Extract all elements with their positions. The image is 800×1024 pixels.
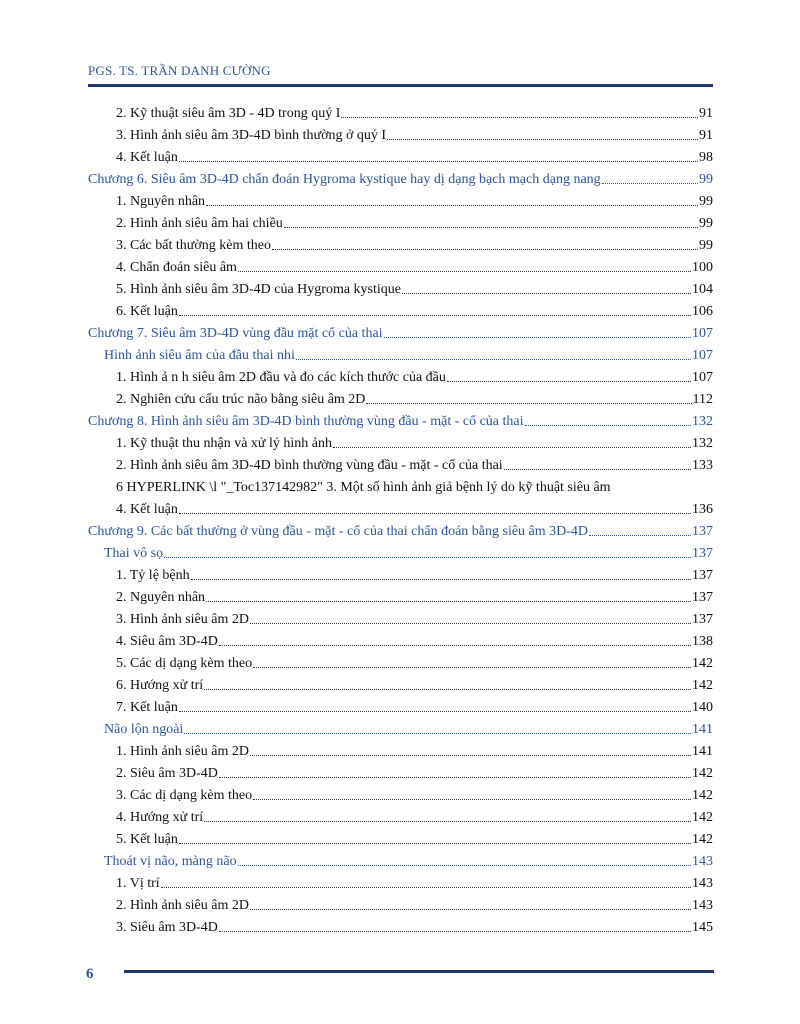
- toc-entry[interactable]: [88, 870, 713, 892]
- toc-entry[interactable]: [88, 650, 713, 672]
- dot-leader: [250, 615, 691, 624]
- footer-rule: [124, 970, 714, 973]
- dot-leader: [238, 857, 691, 866]
- toc-entry-page: 107: [692, 348, 713, 363]
- toc-entry-title: 3. Các dị dạng kèm theo: [116, 788, 253, 803]
- toc-entry-title: 1. Kỹ thuật thu nhận và xử lý hình ảnh: [116, 436, 333, 451]
- toc-chapter[interactable]: [88, 518, 713, 540]
- toc-entry[interactable]: [88, 122, 713, 144]
- toc-entry-page: 140: [692, 700, 713, 715]
- toc-entry[interactable]: [88, 694, 713, 716]
- dot-leader: [179, 505, 691, 514]
- dot-leader: [333, 439, 691, 448]
- dot-leader: [179, 307, 691, 316]
- toc-entry[interactable]: [88, 892, 713, 914]
- toc-entry-title: Não lộn ngoài: [104, 722, 184, 737]
- toc-entry-page: 132: [692, 436, 713, 451]
- toc-entry[interactable]: [88, 298, 713, 320]
- toc-entry-page: 142: [692, 810, 713, 825]
- dot-leader: [296, 351, 691, 360]
- toc-entry-title: Thai vô sọ: [104, 546, 164, 561]
- dot-leader: [504, 461, 691, 470]
- toc-entry[interactable]: [88, 188, 713, 210]
- dot-leader: [253, 791, 691, 800]
- toc-entry[interactable]: [88, 386, 713, 408]
- toc-entry[interactable]: [88, 210, 713, 232]
- dot-leader: [402, 285, 691, 294]
- dot-leader: [284, 219, 698, 228]
- toc-entry-title: 2. Kỹ thuật siêu âm 3D - 4D trong quý I: [116, 106, 341, 121]
- toc-entry-title: 6 HYPERLINK \l "_Toc137142982" 3. Một số hình ảnh giả bệnh lý do kỹ thuật siêu âm: [116, 480, 611, 495]
- toc-chapter[interactable]: [88, 408, 713, 430]
- toc-entry-title: Chương 9. Các bất thường ở vùng đầu - mặt - cổ của thai chẩn đoán bằng siêu âm 3D-4D: [88, 524, 589, 539]
- toc-entry-page: 142: [692, 678, 713, 693]
- toc-entry-title: 3. Hình ảnh siêu âm 2D: [116, 612, 249, 627]
- dot-leader: [204, 681, 691, 690]
- toc-entry-title: 2. Nguyên nhân: [116, 590, 206, 605]
- toc-entry-page: 91: [699, 128, 713, 143]
- dot-leader: [206, 593, 691, 602]
- header-rule: [88, 84, 713, 87]
- toc-section[interactable]: [88, 342, 713, 364]
- toc-entry-page: 137: [692, 590, 713, 605]
- toc-entry-page: 142: [692, 832, 713, 847]
- toc-entry[interactable]: [88, 430, 713, 452]
- toc-entry[interactable]: [88, 606, 713, 628]
- toc-entry-title: 4. Siêu âm 3D-4D: [116, 634, 218, 649]
- dot-leader: [179, 153, 698, 162]
- toc-entry[interactable]: [88, 804, 713, 826]
- toc-entry-title: 2. Hình ảnh siêu âm hai chiều: [116, 216, 283, 231]
- toc-chapter[interactable]: [88, 320, 713, 342]
- dot-leader: [191, 571, 691, 580]
- toc-entry-title: 4. Hướng xử trí: [116, 810, 204, 825]
- dot-leader: [387, 131, 698, 140]
- toc-entry-title: 6. Hướng xử trí: [116, 678, 204, 693]
- toc-entry[interactable]: [88, 276, 713, 298]
- toc-section[interactable]: [88, 716, 713, 738]
- dot-leader: [384, 329, 691, 338]
- toc-entry-title: Hình ảnh siêu âm của đầu thai nhi: [104, 348, 295, 363]
- toc-entry[interactable]: [88, 562, 713, 584]
- running-header: PGS. TS. TRẦN DANH CƯỜNG: [88, 63, 271, 78]
- toc-entry-title: 5. Kết luận: [116, 832, 178, 847]
- toc-entry-title: 1. Hình ả n h siêu âm 2D đầu và đo các kích thước của đầu: [116, 370, 446, 385]
- toc-entry-page: 143: [692, 854, 713, 869]
- dot-leader: [602, 175, 698, 184]
- toc-entry-title: 4. Chẩn đoán siêu âm: [116, 260, 237, 275]
- dot-leader: [219, 769, 691, 778]
- dot-leader: [525, 417, 691, 426]
- toc-entry[interactable]: [88, 254, 713, 276]
- toc-entry[interactable]: [88, 782, 713, 804]
- toc-entry-page: 137: [692, 546, 713, 561]
- dot-leader: [164, 549, 691, 558]
- toc-section[interactable]: [88, 540, 713, 562]
- toc-entry-page: 112: [692, 392, 713, 407]
- toc-entry-page: 141: [692, 744, 713, 759]
- toc-entry[interactable]: [88, 144, 713, 166]
- toc-entry-title: 1. Hình ảnh siêu âm 2D: [116, 744, 249, 759]
- toc-entry[interactable]: [88, 672, 713, 694]
- dot-leader: [250, 901, 691, 910]
- toc-entry[interactable]: [88, 474, 713, 496]
- toc-entry[interactable]: [88, 826, 713, 848]
- dot-leader: [161, 879, 691, 888]
- toc-entry-page: 142: [692, 788, 713, 803]
- toc-entry-page: 141: [692, 722, 713, 737]
- dot-leader: [272, 241, 698, 250]
- toc-entry-page: 104: [692, 282, 713, 297]
- toc-entry-title: 3. Siêu âm 3D-4D: [116, 920, 218, 935]
- toc-entry-title: 2. Nghiên cứu cấu trúc não bằng siêu âm 2D: [116, 392, 366, 407]
- toc-entry-page: 137: [692, 568, 713, 583]
- toc-entry-title: 1. Tỷ lệ bệnh: [116, 568, 190, 583]
- dot-leader: [366, 395, 691, 404]
- dot-leader: [179, 703, 691, 712]
- table-of-contents: [88, 100, 713, 936]
- toc-entry-page: 107: [692, 370, 713, 385]
- toc-entry-page: 100: [692, 260, 713, 275]
- toc-entry-page: 145: [692, 920, 713, 935]
- toc-entry-page: 137: [692, 524, 713, 539]
- dot-leader: [250, 747, 691, 756]
- toc-entry-title: 6. Kết luận: [116, 304, 178, 319]
- toc-entry-page: 138: [692, 634, 713, 649]
- toc-entry-title: 4. Kết luận: [116, 502, 178, 517]
- toc-entry-page: 137: [692, 612, 713, 627]
- toc-entry-title: Chương 7. Siêu âm 3D-4D vùng đầu mặt cổ của thai: [88, 326, 383, 341]
- toc-entry-title: 2. Hình ảnh siêu âm 3D-4D bình thường vùng đầu - mặt - cổ của thai: [116, 458, 503, 473]
- toc-entry-title: 1. Nguyên nhân: [116, 194, 206, 209]
- dot-leader: [179, 835, 691, 844]
- toc-chapter[interactable]: [88, 166, 713, 188]
- toc-entry-title: Chương 8. Hình ảnh siêu âm 3D-4D bình thường vùng đầu - mặt - cổ của thai: [88, 414, 524, 429]
- dot-leader: [341, 109, 698, 118]
- toc-entry-page: 107: [692, 326, 713, 341]
- toc-entry-page: 142: [692, 766, 713, 781]
- dot-leader: [219, 637, 691, 646]
- toc-entry-title: 2. Siêu âm 3D-4D: [116, 766, 218, 781]
- toc-entry-title: 1. Vị trí: [116, 876, 160, 891]
- toc-entry[interactable]: [88, 628, 713, 650]
- toc-entry-title: 5. Hình ảnh siêu âm 3D-4D của Hygroma kystique: [116, 282, 401, 297]
- toc-entry-page: 99: [699, 194, 713, 209]
- toc-section[interactable]: [88, 848, 713, 870]
- toc-entry-page: 133: [692, 458, 713, 473]
- toc-entry-title: Chương 6. Siêu âm 3D-4D chẩn đoán Hygroma kystique hay dị dạng bạch mạch dạng nang: [88, 172, 601, 187]
- toc-entry[interactable]: [88, 452, 713, 474]
- toc-entry[interactable]: [88, 760, 713, 782]
- toc-entry-page: 143: [692, 876, 713, 891]
- toc-entry-title: 3. Hình ảnh siêu âm 3D-4D bình thường ở quý I: [116, 128, 387, 143]
- dot-leader: [253, 659, 691, 668]
- dot-leader: [219, 923, 691, 932]
- toc-entry-page: 142: [692, 656, 713, 671]
- toc-entry[interactable]: [88, 584, 713, 606]
- toc-entry[interactable]: [88, 496, 713, 518]
- toc-entry-page: 99: [699, 216, 713, 231]
- toc-entry-page: 132: [692, 414, 713, 429]
- toc-entry-title: 7. Kết luận: [116, 700, 178, 715]
- toc-entry[interactable]: [88, 100, 713, 122]
- dot-leader: [447, 373, 691, 382]
- toc-entry[interactable]: [88, 364, 713, 386]
- toc-entry-title: 4. Kết luận: [116, 150, 178, 165]
- dot-leader: [184, 725, 691, 734]
- toc-entry-page: 99: [699, 172, 713, 187]
- toc-entry-title: 5. Các dị dạng kèm theo: [116, 656, 253, 671]
- toc-entry-page: 106: [692, 304, 713, 319]
- toc-entry-page: 143: [692, 898, 713, 913]
- toc-entry[interactable]: [88, 738, 713, 760]
- toc-entry[interactable]: [88, 232, 713, 254]
- toc-entry[interactable]: [88, 914, 713, 936]
- dot-leader: [206, 197, 698, 206]
- page-number: 6: [86, 966, 94, 982]
- toc-entry-page: 98: [699, 150, 713, 165]
- toc-entry-title: 3. Các bất thường kèm theo: [116, 238, 271, 253]
- toc-entry-page: 91: [699, 106, 713, 121]
- toc-entry-page: 136: [692, 502, 713, 517]
- toc-entry-page: 99: [699, 238, 713, 253]
- toc-entry-title: Thoát vị não, màng não: [104, 854, 237, 869]
- dot-leader: [238, 263, 691, 272]
- toc-entry-title: 2. Hình ảnh siêu âm 2D: [116, 898, 249, 913]
- dot-leader: [589, 527, 691, 536]
- dot-leader: [204, 813, 691, 822]
